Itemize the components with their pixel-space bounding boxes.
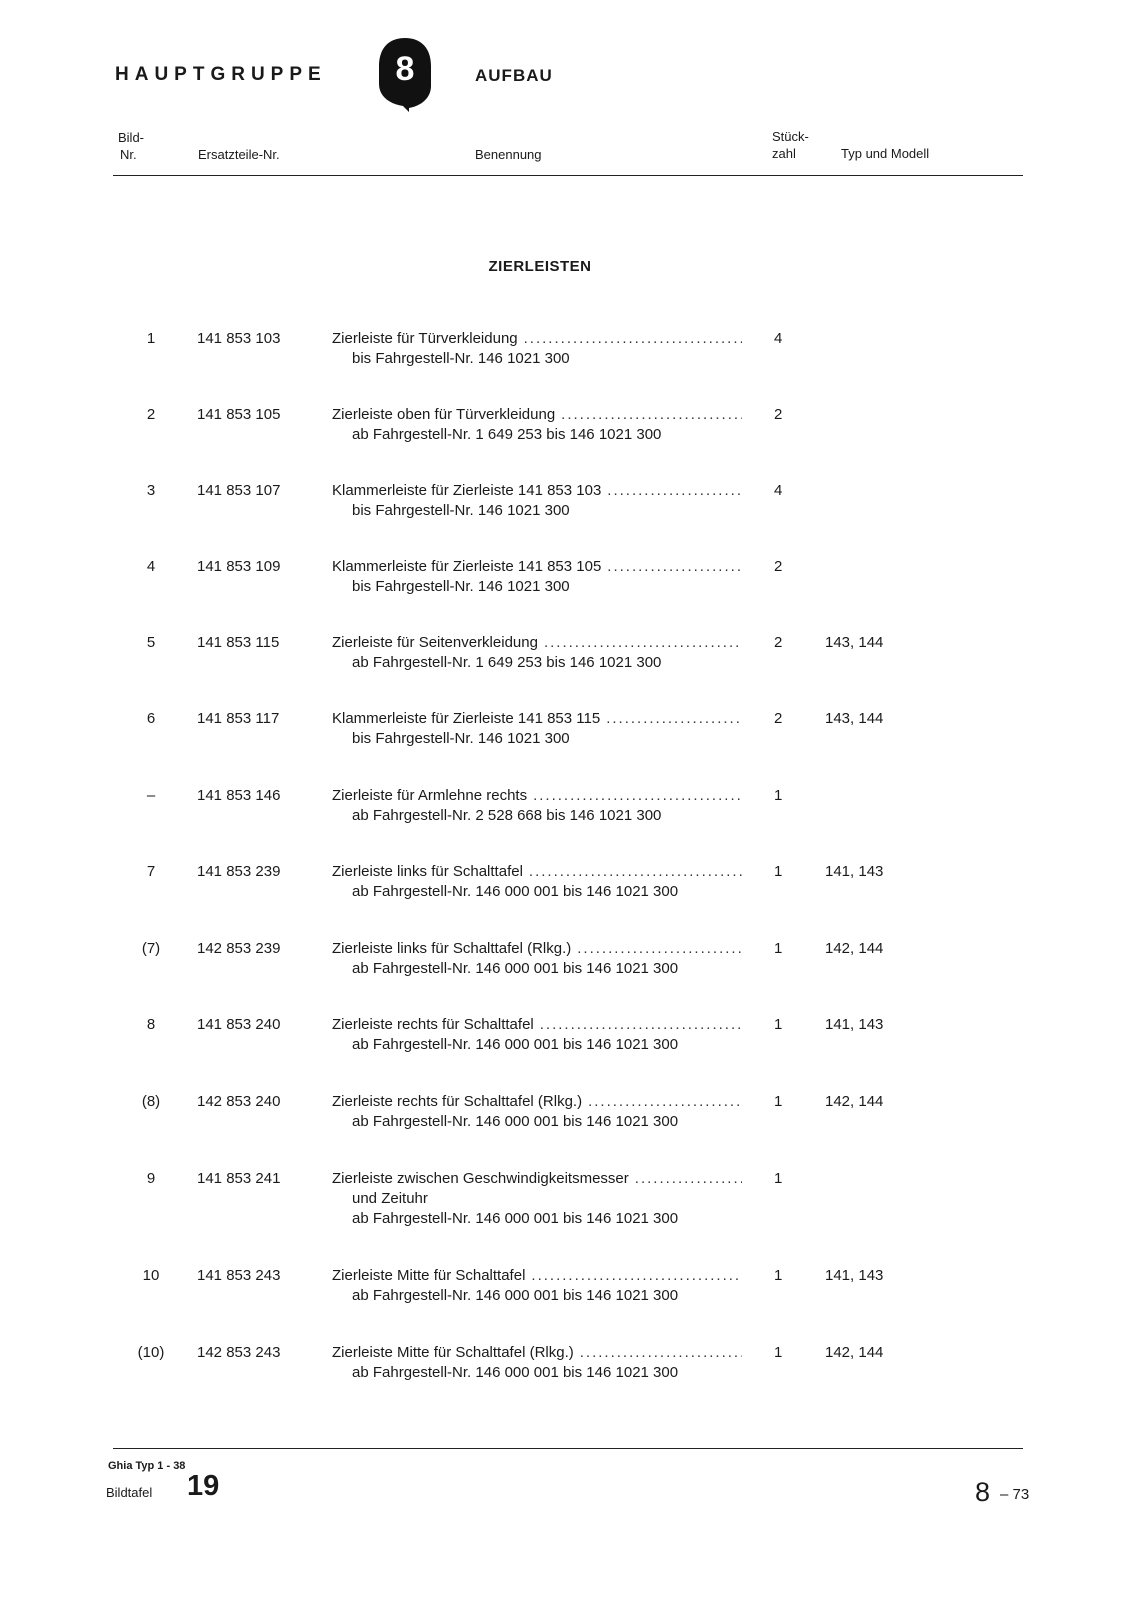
row-description-sub: ab Fahrgestell-Nr. 1 649 253 bis 146 1021 300 <box>352 654 662 671</box>
row-description-sub: ab Fahrgestell-Nr. 146 000 001 bis 146 1021 300 <box>352 1036 679 1053</box>
row-part-number: 141 853 241 <box>197 1170 281 1187</box>
row-part-number: 141 853 109 <box>197 558 281 575</box>
row-description <box>332 1169 742 1229</box>
row-description <box>332 1015 742 1055</box>
row-description-sub: bis Fahrgestell-Nr. 146 1021 300 <box>352 502 570 519</box>
row-bild-nr: 4 <box>146 558 156 575</box>
header-rule <box>113 175 1023 176</box>
row-description-sub: ab Fahrgestell-Nr. 1 649 253 bis 146 1021 300 <box>352 426 662 443</box>
row-description-sub: ab Fahrgestell-Nr. 2 528 668 bis 146 1021 300 <box>352 807 662 824</box>
row-description-sub: und Zeituhr <box>352 1190 428 1207</box>
row-quantity: 1 <box>774 1016 783 1033</box>
row-part-number: 142 853 243 <box>197 1344 281 1361</box>
row-description <box>332 709 742 749</box>
row-type-model: 141, 143 <box>825 1016 884 1033</box>
row-quantity: 1 <box>774 1170 783 1187</box>
leader-dots <box>607 557 742 577</box>
row-quantity: 4 <box>774 482 783 499</box>
row-quantity: 1 <box>774 1093 783 1110</box>
row-type-model: 143, 144 <box>825 634 884 651</box>
leader-dots <box>561 405 742 425</box>
row-description <box>332 557 742 597</box>
row-description <box>332 481 742 521</box>
col-part-no: Ersatzteile-Nr. <box>198 147 280 162</box>
row-description-text: Klammerleiste für Zierleiste 141 853 115 <box>332 710 601 727</box>
row-description-text: Zierleiste für Türverkleidung <box>332 330 518 347</box>
row-part-number: 141 853 115 <box>197 634 280 651</box>
row-description-sub: ab Fahrgestell-Nr. 146 000 001 bis 146 1021 300 <box>352 1113 679 1130</box>
row-description <box>332 633 742 673</box>
row-bild-nr: 8 <box>146 1016 156 1033</box>
footer-bildtafel-label: Bildtafel <box>106 1485 153 1500</box>
row-description-sub: bis Fahrgestell-Nr. 146 1021 300 <box>352 350 570 367</box>
row-description-line <box>332 786 742 806</box>
row-description-text: Klammerleiste für Zierleiste 141 853 103 <box>332 482 602 499</box>
row-bild-nr: 2 <box>146 406 156 423</box>
row-description <box>332 1092 742 1132</box>
row-part-number: 141 853 105 <box>197 406 281 423</box>
row-description-sub: ab Fahrgestell-Nr. 146 000 001 bis 146 1021 300 <box>352 883 679 900</box>
row-type-model: 142, 144 <box>825 940 884 957</box>
row-description-sub: ab Fahrgestell-Nr. 146 000 001 bis 146 1021 300 <box>352 1287 679 1304</box>
row-quantity: 2 <box>774 558 783 575</box>
row-part-number: 141 853 107 <box>197 482 281 499</box>
row-description-text: Zierleiste oben für Türverkleidung <box>332 406 556 423</box>
leader-dots <box>607 481 742 501</box>
leader-dots <box>635 1169 742 1189</box>
footer-rule <box>113 1448 1023 1449</box>
row-type-model: 143, 144 <box>825 710 884 727</box>
section-title: ZIERLEISTEN <box>488 258 592 275</box>
row-description-line <box>332 939 742 959</box>
row-description <box>332 786 742 826</box>
row-bild-nr: (8) <box>141 1093 161 1110</box>
col-qty-line1: Stück- <box>772 129 809 144</box>
leader-dots <box>577 939 742 959</box>
row-type-model: 142, 144 <box>825 1344 884 1361</box>
row-description-line <box>332 1343 742 1363</box>
footer-model: Ghia Typ 1 - 38 <box>108 1460 186 1472</box>
row-description-text: Zierleiste links für Schalttafel <box>332 863 523 880</box>
row-quantity: 2 <box>774 710 783 727</box>
col-qty-line2: zahl <box>772 146 796 161</box>
row-part-number: 141 853 240 <box>197 1016 281 1033</box>
row-description-line <box>332 329 742 349</box>
row-description-text: Zierleiste rechts für Schalttafel <box>332 1016 534 1033</box>
row-type-model: 142, 144 <box>825 1093 884 1110</box>
row-description-sub: ab Fahrgestell-Nr. 146 000 001 bis 146 1021 300 <box>352 1210 679 1227</box>
footer-page-number: – 73 <box>1000 1486 1030 1503</box>
row-description-sub: bis Fahrgestell-Nr. 146 1021 300 <box>352 730 570 747</box>
col-bild <box>118 129 144 163</box>
row-description <box>332 1266 742 1306</box>
row-quantity: 1 <box>774 940 783 957</box>
row-description-text: Zierleiste Mitte für Schalttafel (Rlkg.) <box>332 1344 574 1361</box>
row-bild-nr: 10 <box>142 1267 160 1284</box>
row-description-line <box>332 557 742 577</box>
row-part-number: 142 853 239 <box>197 940 281 957</box>
group-number: 8 <box>395 50 415 88</box>
row-description <box>332 1343 742 1383</box>
col-bild-line1: Bild- <box>118 130 145 145</box>
row-description-line <box>332 1015 742 1035</box>
col-type: Typ und Modell <box>841 146 930 161</box>
row-description-text: Zierleiste für Seitenverkleidung <box>332 634 538 651</box>
row-description <box>332 405 742 445</box>
row-description-text: Klammerleiste für Zierleiste 141 853 105 <box>332 558 602 575</box>
row-type-model: 141, 143 <box>825 1267 884 1284</box>
row-description-text: Zierleiste rechts für Schalttafel (Rlkg.) <box>332 1093 583 1110</box>
row-bild-nr: – <box>146 787 156 804</box>
row-part-number: 141 853 103 <box>197 330 281 347</box>
leader-dots <box>588 1092 742 1112</box>
row-description-text: Zierleiste Mitte für Schalttafel <box>332 1267 526 1284</box>
row-description-sub: ab Fahrgestell-Nr. 146 000 001 bis 146 1021 300 <box>352 960 679 977</box>
leader-dots <box>580 1343 742 1363</box>
col-qty <box>772 128 809 162</box>
row-description <box>332 862 742 902</box>
row-bild-nr: 6 <box>146 710 156 727</box>
group-number-badge <box>375 36 435 112</box>
row-description-text: Zierleiste links für Schalttafel (Rlkg.) <box>332 940 572 957</box>
row-quantity: 2 <box>774 406 783 423</box>
leader-dots <box>533 786 742 806</box>
row-bild-nr: 9 <box>146 1170 156 1187</box>
row-description-line <box>332 405 742 425</box>
row-description-sub: bis Fahrgestell-Nr. 146 1021 300 <box>352 578 570 595</box>
row-description-line <box>332 481 742 501</box>
row-description-line <box>332 633 742 653</box>
leader-dots <box>531 1266 742 1286</box>
row-quantity: 2 <box>774 634 783 651</box>
row-part-number: 142 853 240 <box>197 1093 281 1110</box>
row-part-number: 141 853 146 <box>197 787 281 804</box>
row-quantity: 1 <box>774 1267 783 1284</box>
row-description-text: Zierleiste für Armlehne rechts <box>332 787 528 804</box>
row-bild-nr: 1 <box>146 330 156 347</box>
row-bild-nr: (10) <box>137 1344 165 1361</box>
row-bild-nr: 3 <box>146 482 156 499</box>
row-quantity: 1 <box>774 787 783 804</box>
row-bild-nr: (7) <box>141 940 161 957</box>
group-label: HAUPTGRUPPE <box>115 64 327 85</box>
leader-dots <box>606 709 742 729</box>
footer-bildtafel-number: 19 <box>187 1470 220 1502</box>
group-title: AUFBAU <box>475 66 553 85</box>
leader-dots <box>544 633 742 653</box>
row-description-line <box>332 1169 742 1189</box>
footer-page-group: 8 <box>975 1477 991 1507</box>
row-description-line <box>332 862 742 882</box>
leader-dots <box>529 862 742 882</box>
row-description <box>332 329 742 369</box>
row-bild-nr: 5 <box>146 634 156 651</box>
col-bild-line2: Nr. <box>120 147 137 162</box>
row-description-sub: ab Fahrgestell-Nr. 146 000 001 bis 146 1021 300 <box>352 1364 679 1381</box>
leader-dots <box>540 1015 742 1035</box>
row-quantity: 4 <box>774 330 783 347</box>
row-part-number: 141 853 117 <box>197 710 280 727</box>
row-description-line <box>332 1266 742 1286</box>
row-quantity: 1 <box>774 1344 783 1361</box>
row-quantity: 1 <box>774 863 783 880</box>
row-type-model: 141, 143 <box>825 863 884 880</box>
col-name: Benennung <box>475 147 542 162</box>
row-bild-nr: 7 <box>146 863 156 880</box>
row-part-number: 141 853 239 <box>197 863 281 880</box>
row-part-number: 141 853 243 <box>197 1267 281 1284</box>
leader-dots <box>524 329 742 349</box>
row-description-text: Zierleiste zwischen Geschwindigkeitsmesser <box>332 1170 629 1187</box>
row-description <box>332 939 742 979</box>
row-description-line <box>332 709 742 729</box>
row-description-line <box>332 1092 742 1112</box>
